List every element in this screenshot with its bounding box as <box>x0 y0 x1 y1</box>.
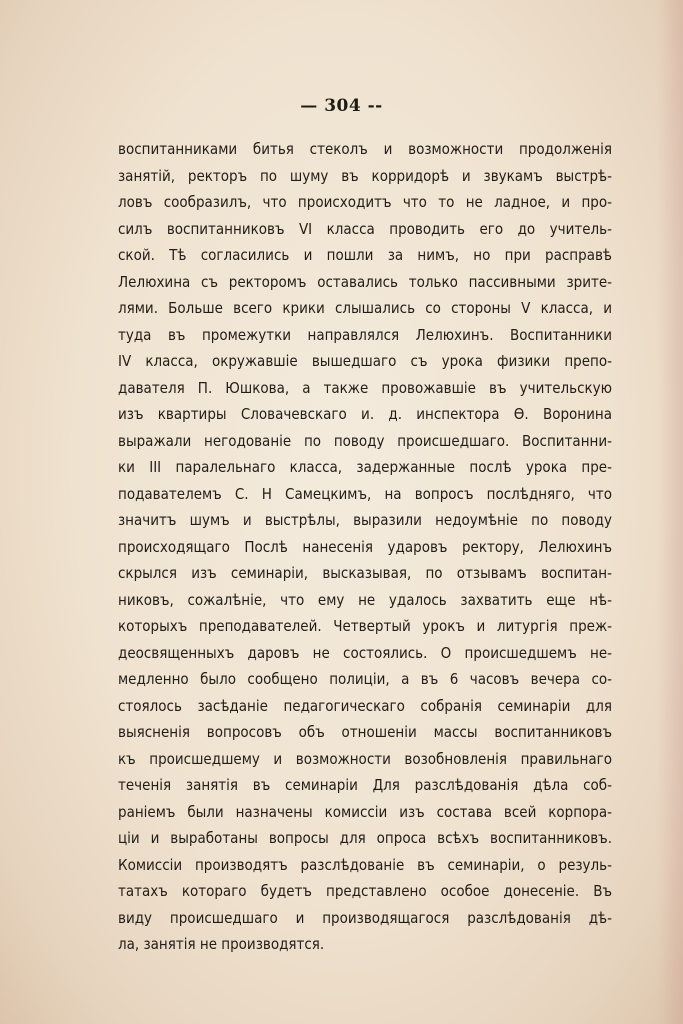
text-line: воспитанниками битья стеколъ и возможности продолженія <box>118 140 612 158</box>
text-line: стоялось засѣданіе педагогическаго собранія семинаріи для <box>118 696 612 715</box>
text-line: изъ квартиры Словачевскаго и. д. инспектора Ѳ. Воронина <box>118 405 612 423</box>
text-line: татахъ котораго будетъ представлено особое донесеніе. Въ <box>118 882 612 900</box>
text-line: давателя П. Юшкова, а также провожавшіе въ учительскую <box>118 378 612 397</box>
text-line: IV класса, окружавшіе вышедшаго съ урока физики препо- <box>118 352 612 370</box>
text-line: подавателемъ С. Н Самецкимъ, на вопросъ послѣдняго, что <box>118 484 612 503</box>
text-line: раніемъ были назначены комиссіи изъ состава всей корпора- <box>118 802 612 821</box>
text-line: ки III паралельнаго класса, задержанные послѣ урока пре- <box>118 458 612 476</box>
text-line: Лелюхина съ ректоромъ оставались только пассивными зрите- <box>118 272 612 291</box>
text-line: выражали негодованіе по поводу происшедшаго. Воспитанни- <box>118 431 612 450</box>
text-line: къ происшедшему и возможности возобновленія правильнаго <box>118 749 612 768</box>
text-line: теченія занятія въ семинаріи Для разслѣдованія дѣла соб- <box>118 776 612 794</box>
text-line: выясненія вопросовъ объ отношеніи массы воспитанниковъ <box>118 723 612 741</box>
text-line: лями. Больше всего крики слышались со стороны V класса, и <box>118 299 612 317</box>
text-line: виду происшедшаго и производящагося разслѣдованія дѣ- <box>118 908 612 927</box>
text-line: медленно было сообщено полиціи, а въ 6 часовъ вечера со- <box>118 670 612 688</box>
text-line: ской. Тѣ согласились и пошли за нимъ, но при расправѣ <box>118 246 612 264</box>
text-line: деосвященныхъ даровъ не состоялись. О происшедшемъ не- <box>118 643 612 662</box>
text-line: происходящаго Послѣ нанесенія ударовъ ректору, Лелюхинъ <box>118 537 612 556</box>
text-line: силъ воспитанниковъ VI класса проводить его до учитель- <box>118 219 612 238</box>
text-line: которыхъ преподавателей. Четвертый урокъ и литургія преж- <box>118 617 612 635</box>
text-line: ціи и выработаны вопросы для опроса всѣхъ воспитанниковъ. <box>118 829 612 847</box>
page-number: — 304 -- <box>300 96 383 116</box>
text-line: ловъ сообразилъ, что происходитъ что то не ладное, и про- <box>118 193 612 211</box>
text-line: Комиссіи производятъ разслѣдованіе въ семинаріи, о резуль- <box>118 855 612 874</box>
text-line: значитъ шумъ и выстрѣлы, выразили недоумѣніе по поводу <box>118 511 612 529</box>
text-line: скрылся изъ семинаріи, высказывая, по отзывамъ воспитан- <box>118 564 612 582</box>
text-line: ла, занятія не производятся. <box>118 935 325 953</box>
text-line: туда въ промежутки направлялся Лелюхинъ. Воспитанники <box>118 325 612 344</box>
text-line: занятій, ректоръ по шуму въ корридорѣ и звукамъ выстрѣ- <box>118 166 612 185</box>
text-line: никовъ, сожалѣніе, что ему не удалось захватить еще нѣ- <box>118 590 612 609</box>
body-text <box>118 136 612 958</box>
